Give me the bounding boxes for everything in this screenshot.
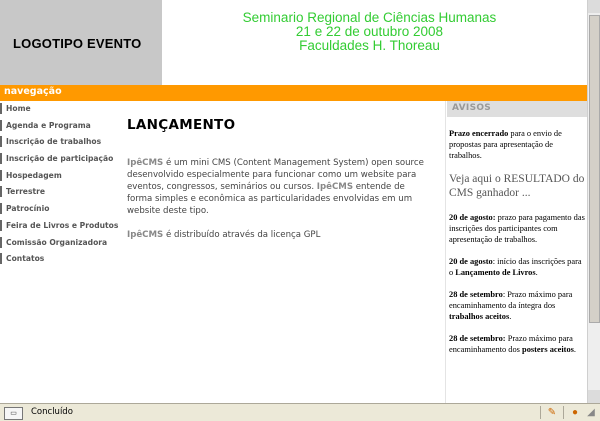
status-divider: [540, 406, 541, 419]
main-content: [127, 117, 427, 241]
aviso-text: .: [573, 345, 576, 354]
aviso-highlight: trabalhos aceitos: [449, 312, 510, 321]
sidebar-item-contatos[interactable]: Contatos: [0, 253, 118, 264]
brand-name: IpêCMS: [127, 230, 164, 240]
navigation-bar: [0, 85, 587, 101]
aviso-text: Prazo máximo para encaminhamento dos: [449, 334, 573, 354]
avisos-panel: [445, 101, 587, 403]
status-text: Concluído: [31, 407, 73, 417]
status-bar: [0, 403, 600, 421]
brand-name: IpêCMS: [316, 182, 354, 192]
aviso-text: : início das inscrições para o: [449, 257, 582, 277]
resultado-link[interactable]: Veja aqui o RESULTADO do CMS ganhador ...: [449, 173, 585, 199]
aviso-highlight: 20 de agosto: [449, 257, 493, 266]
sidebar-item-home[interactable]: Home: [0, 103, 118, 114]
logo-box: [0, 0, 162, 85]
aviso-text: .: [535, 268, 538, 277]
firefox-icon[interactable]: ●: [571, 407, 579, 418]
aviso-text: : Prazo máximo para encaminhamento da íntegra dos: [449, 290, 573, 310]
sidebar-nav: [0, 101, 118, 270]
scroll-up-arrow-icon[interactable]: [588, 0, 600, 13]
brand-name: IpêCMS: [127, 158, 164, 168]
intro-text-2: entende de forma simples e econômica as particularidades envolvidas em um website deste tipo.: [127, 182, 413, 216]
aviso-text: .: [509, 312, 512, 321]
logo-text: LOGOTIPO EVENTO: [13, 36, 142, 51]
license-text: é distribuído através da licença GPL: [163, 230, 321, 240]
aviso-highlight: 20 de agosto:: [449, 213, 496, 222]
avisos-header: [447, 101, 587, 117]
sidebar-item-comissao[interactable]: Comissão Organizadora: [0, 237, 118, 248]
sidebar-item-feira[interactable]: Feira de Livros e Produtos: [0, 220, 118, 231]
aviso-highlight: 28 de setembro: [449, 290, 503, 299]
page-title: LANÇAMENTO: [127, 117, 236, 133]
navigation-label: navegação: [4, 86, 62, 97]
aviso-highlight: Prazo encerrado: [449, 129, 509, 138]
sidebar-item-patrocinio[interactable]: Patrocínio: [0, 203, 118, 214]
aviso-item: [449, 212, 585, 245]
scroll-down-arrow-icon[interactable]: [588, 390, 600, 403]
sidebar-item-terrestre[interactable]: Terrestre: [0, 186, 118, 197]
sidebar-item-hospedagem[interactable]: Hospedagem: [0, 170, 118, 181]
sidebar-item-inscricao-participacao[interactable]: Inscrição de participação: [0, 153, 118, 164]
aviso-highlight: Lançamento de Livros: [455, 268, 536, 277]
aviso-highlight: posters aceitos: [522, 345, 574, 354]
intro-text: é um mini CMS (Content Management System) open source desenvolvido especialmente para funcionar como um website para eventos, congressos, seminários ou cursos.: [127, 158, 424, 192]
page-status-icon: ▭: [4, 407, 23, 420]
aviso-item: [449, 333, 585, 355]
aviso-item: [449, 289, 585, 322]
status-divider: [563, 406, 564, 419]
aviso-text: prazo para pagamento das inscrições dos participantes com apresentação de trabalhos.: [449, 213, 585, 244]
aviso-item: [449, 256, 585, 278]
event-venue: Faculdades H. Thoreau: [299, 38, 440, 53]
event-dates: 21 e 22 de outubro 2008: [295, 24, 444, 39]
avisos-title: AVISOS: [452, 103, 492, 113]
sidebar-item-inscricao-trabalhos[interactable]: Inscrição de trabalhos: [0, 136, 118, 147]
event-title: [162, 11, 577, 53]
aviso-text: para o envio de propostas para apresentação de trabalhos.: [449, 129, 562, 160]
intro-paragraph: [127, 157, 427, 217]
scroll-thumb[interactable]: [589, 15, 600, 323]
vertical-scrollbar[interactable]: [587, 0, 600, 403]
avisos-list: [449, 128, 585, 366]
aviso-highlight: 28 de setembro:: [449, 334, 506, 343]
event-name: Seminario Regional de Ciências Humanas: [242, 10, 497, 25]
sidebar-item-agenda[interactable]: Agenda e Programa: [0, 120, 118, 131]
edit-page-icon[interactable]: ✎: [547, 407, 557, 418]
aviso-item: [449, 128, 585, 161]
license-paragraph: [127, 229, 427, 241]
resize-grip-icon[interactable]: ◢: [587, 407, 595, 418]
